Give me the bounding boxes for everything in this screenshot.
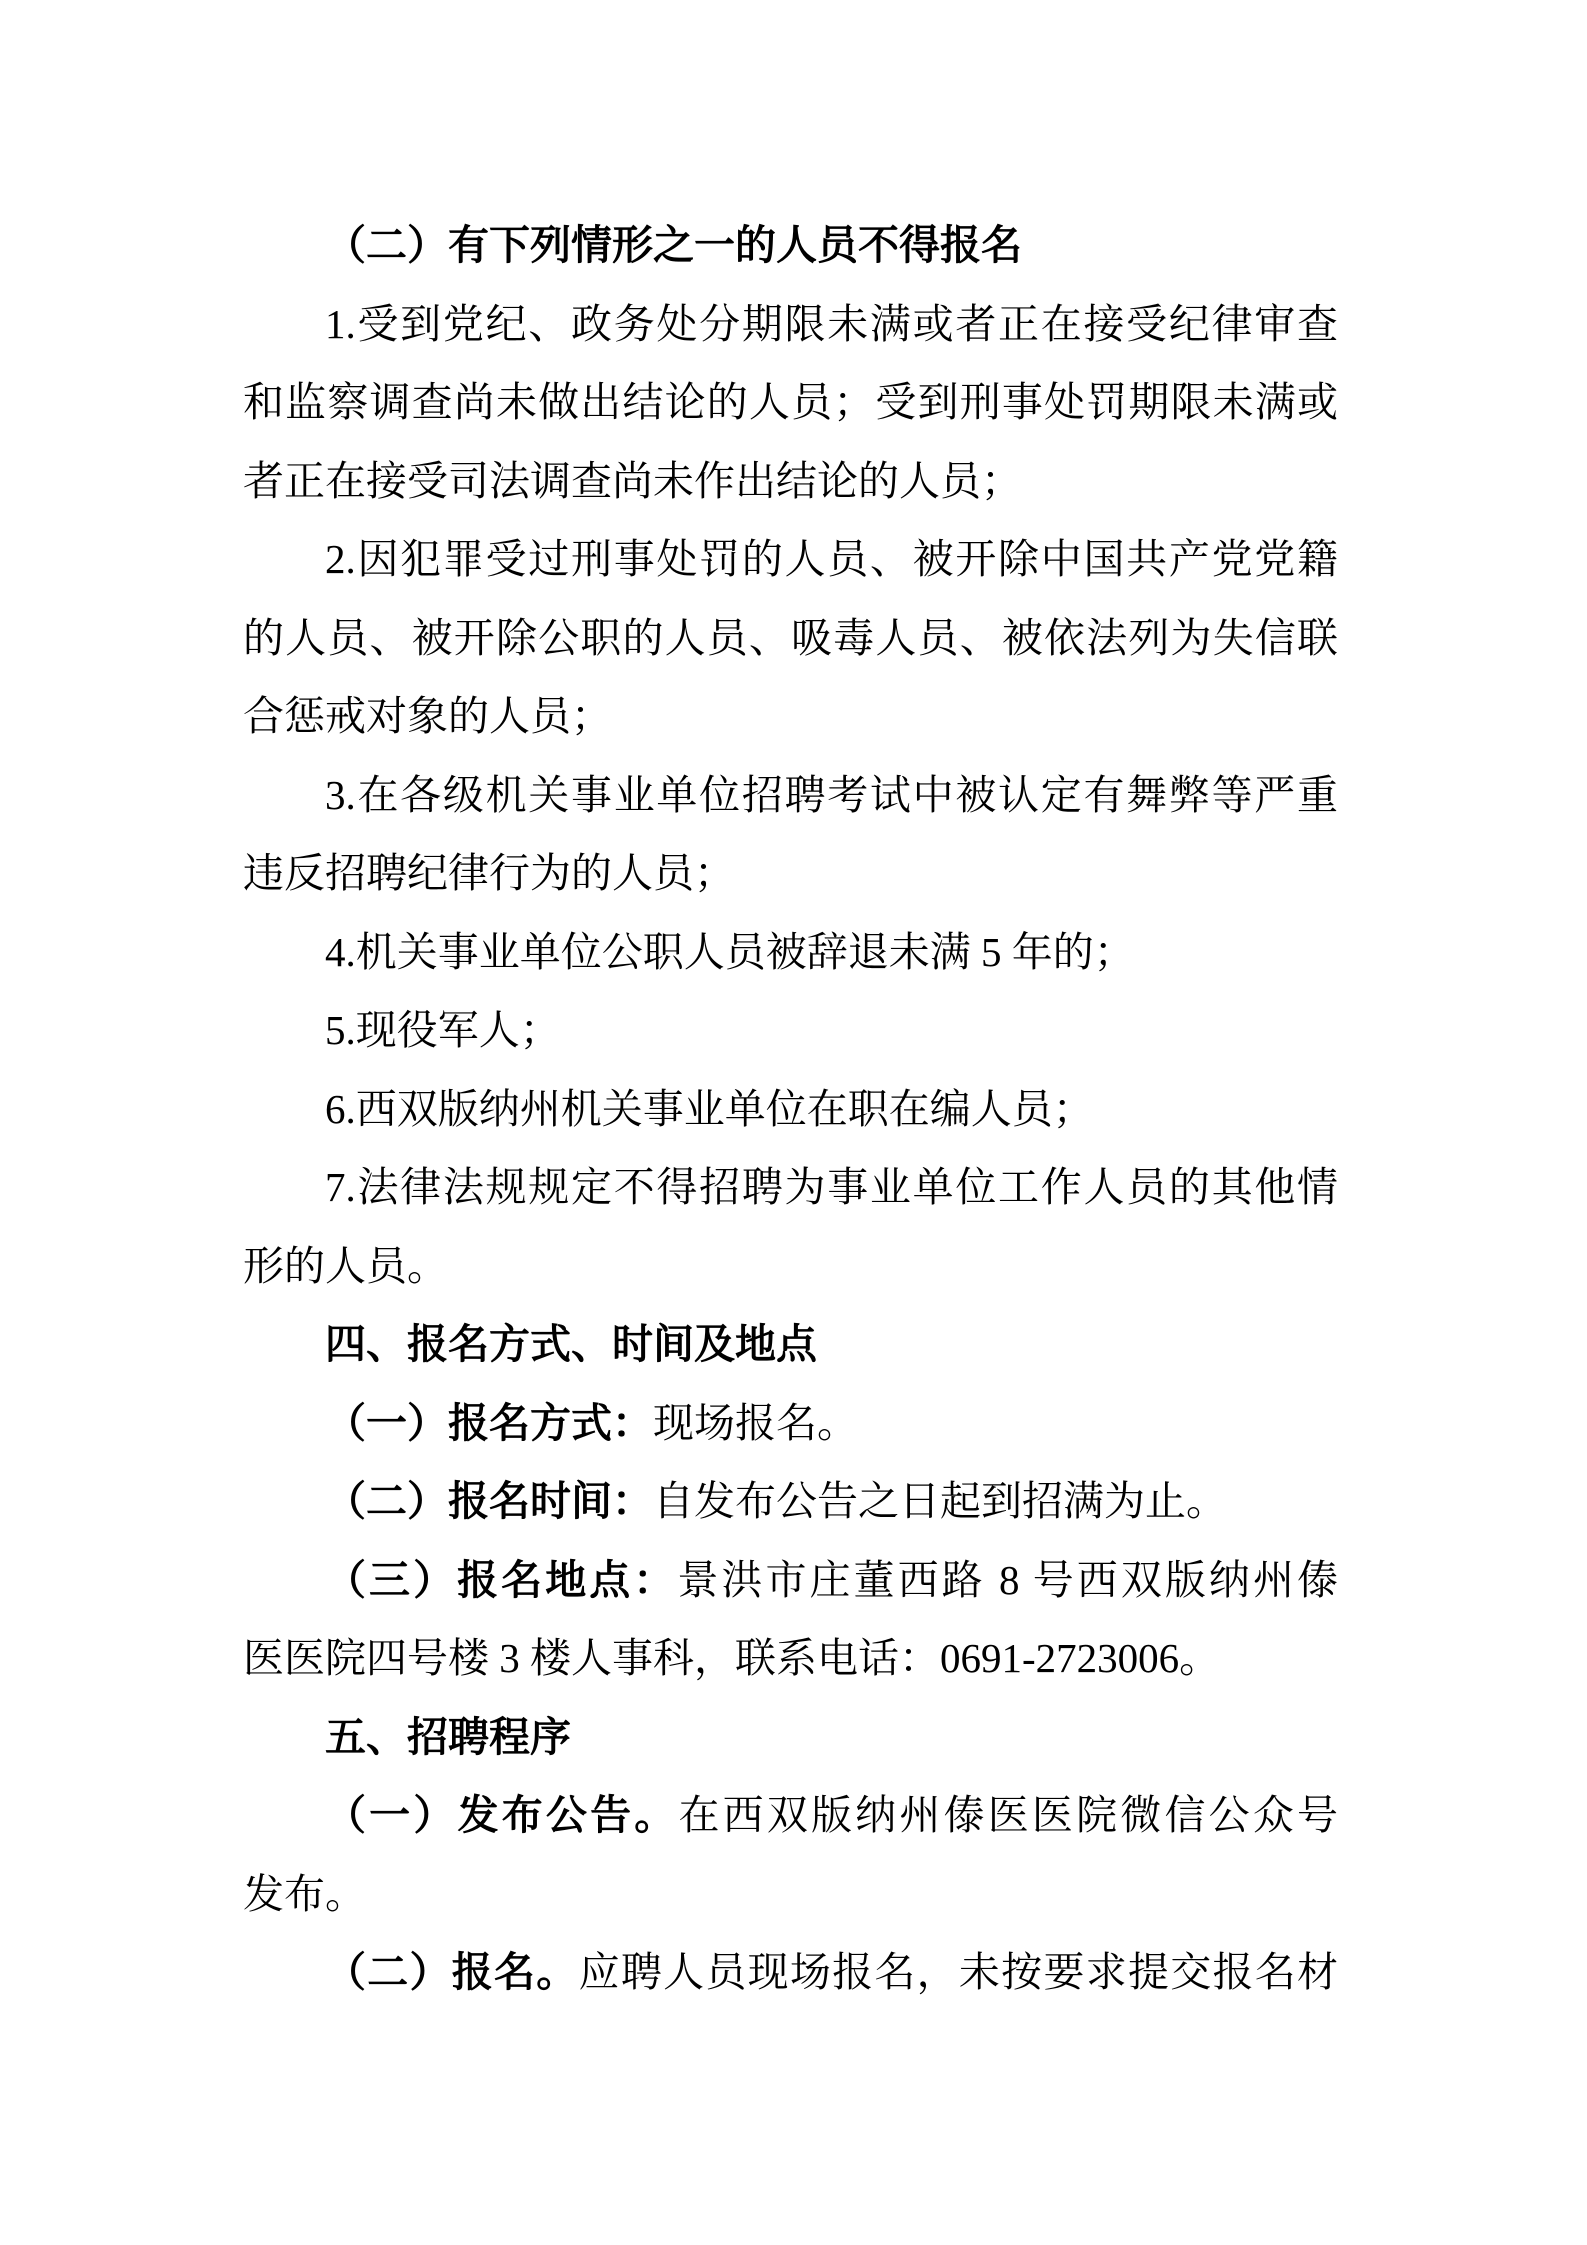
item-2-line-2	[243, 599, 1338, 678]
run-in-heading: （三）报名地点：	[325, 1556, 678, 1603]
item-1-line-2	[243, 363, 1338, 442]
line-text: 者正在接受司法调查尚未作出结论的人员；	[243, 457, 1022, 504]
item-3-line-2	[243, 834, 1338, 913]
heading-text: （二）有下列情形之一的人员不得报名	[325, 222, 1022, 268]
line-text: 发布。	[243, 1870, 366, 1917]
line-text: 医医院四号楼 3 楼人事科，联系电话：0691-2723006。	[243, 1635, 1221, 1681]
line-text: 合惩戒对象的人员；	[243, 693, 612, 739]
line-text: 自发布公告之日起到招满为止。	[653, 1478, 1227, 1524]
registration-location-line-2	[243, 1619, 1338, 1698]
item-1-line-3	[243, 442, 1338, 521]
item-1-line-1	[243, 285, 1338, 364]
line-text: 现场报名。	[653, 1399, 858, 1446]
registration-time	[243, 1462, 1338, 1541]
line-text: 在西双版纳州傣医医院微信公众号	[678, 1792, 1339, 1838]
line-text: 应聘人员现场报名，未按要求提交报名材	[578, 1949, 1339, 1995]
procedure-announcement-line-1	[243, 1776, 1338, 1855]
line-text: 和监察调查尚未做出结论的人员；受到刑事处罚期限未满或	[243, 379, 1338, 425]
section-heading-ineligible	[243, 206, 1338, 285]
procedure-announcement-line-2	[243, 1855, 1338, 1934]
item-7-line-1	[243, 1148, 1338, 1227]
line-text: 1.受到党纪、政务处分期限未满或者正在接受纪律审查	[325, 300, 1338, 347]
line-text: 6.西双版纳州机关事业单位在职在编人员；	[325, 1085, 1094, 1132]
item-4	[243, 913, 1338, 992]
item-6	[243, 1070, 1338, 1149]
item-3-line-1	[243, 756, 1338, 835]
heading-text: 四、报名方式、时间及地点	[325, 1321, 817, 1367]
line-text: 3.在各级机关事业单位招聘考试中被认定有舞弊等严重	[325, 771, 1338, 818]
line-text: 形的人员。	[243, 1242, 448, 1289]
line-text: 景洪市庄董西路 8 号西双版纳州傣	[677, 1556, 1339, 1603]
line-text: 4.机关事业单位公职人员被辞退未满 5 年的；	[325, 928, 1135, 975]
item-2-line-3	[243, 677, 1338, 756]
item-2-line-1	[243, 520, 1338, 599]
run-in-heading: （二）报名。	[325, 1949, 579, 1995]
document-body	[243, 206, 1338, 2012]
registration-method	[243, 1384, 1338, 1463]
line-text: 的人员、被开除公职的人员、吸毒人员、被依法列为失信联	[243, 614, 1338, 661]
section-heading-procedure	[243, 1698, 1338, 1777]
line-text: 5.现役军人；	[325, 1007, 561, 1053]
run-in-heading: （一）报名方式：	[325, 1399, 653, 1446]
registration-location-line-1	[243, 1541, 1338, 1620]
run-in-heading: （一）发布公告。	[325, 1792, 679, 1838]
line-text: 违反招聘纪律行为的人员；	[243, 850, 735, 896]
line-text: 2.因犯罪受过刑事处罚的人员、被开除中国共产党党籍	[325, 536, 1338, 582]
item-7-line-2	[243, 1227, 1338, 1306]
item-5	[243, 991, 1338, 1070]
section-heading-registration	[243, 1305, 1338, 1384]
heading-text: 五、招聘程序	[325, 1713, 571, 1760]
line-text: 7.法律法规规定不得招聘为事业单位工作人员的其他情	[325, 1164, 1338, 1210]
procedure-registration-line-1	[243, 1933, 1338, 2012]
run-in-heading: （二）报名时间：	[325, 1478, 653, 1524]
